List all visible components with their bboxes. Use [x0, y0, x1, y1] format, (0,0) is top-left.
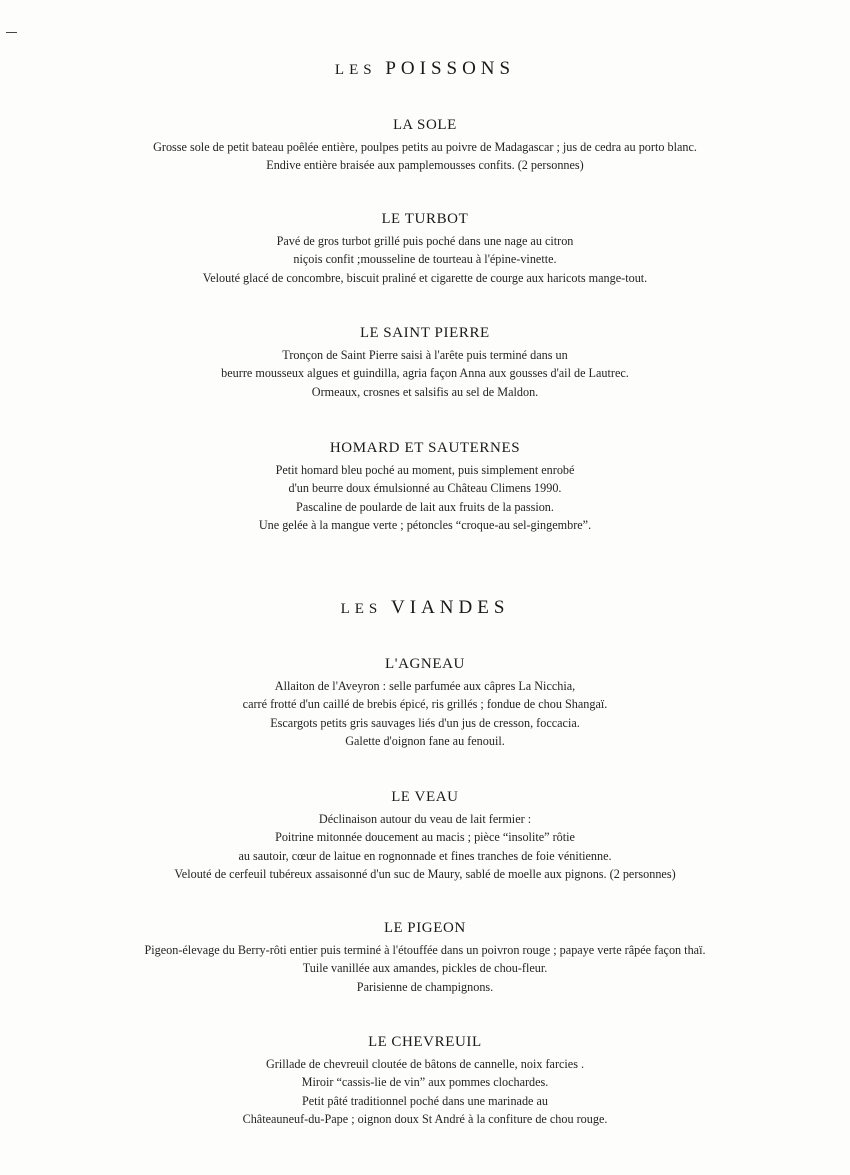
dish-saint-pierre: [0, 325, 850, 401]
dish-description-line: carré frotté d'un caillé de brebis épicé, ris grillés ; fondue de chou Shangaï.: [242, 697, 608, 712]
dish-description-line: Grillade de chevreuil cloutée de bâtons de cannelle, noix farcies .: [265, 1057, 585, 1071]
dish-title-name: HOMARD ET SAUTERNES: [329, 440, 521, 456]
section-heading-prefix: LES: [334, 62, 377, 78]
dish-description-line: Petit homard bleu poché au moment, puis simplement enrobé: [275, 463, 575, 477]
dish-title-name: TURBOT: [404, 211, 469, 227]
section-heading-title: VIANDES: [391, 597, 510, 618]
dish-title: [0, 325, 850, 342]
dish-description-line: Miroir “cassis-lie de vin” aux pommes clochardes.: [301, 1075, 549, 1090]
dish-title-name: PIGEON: [407, 920, 466, 936]
dish-description-line: Endive entière braisée aux pamplemousses confits. (2 personnes): [266, 158, 584, 173]
dish-title: [0, 1034, 850, 1051]
dish-description-line: Pascaline de poularde de lait aux fruits de la passion.: [296, 499, 554, 514]
corner-mark: [6, 32, 17, 33]
dish-title-name: SOLE: [417, 117, 457, 133]
dish-title: [0, 440, 850, 457]
dish-veau: [0, 789, 850, 883]
dish-title-article: LE: [391, 789, 415, 805]
dish-title: [0, 789, 850, 806]
section-heading-title: POISSONS: [385, 58, 516, 79]
section-heading-prefix: LES: [340, 601, 383, 617]
dish-description-line: Déclinaison autour du veau de lait fermier :: [318, 812, 532, 826]
dish-description-line: beurre mousseux algues et guindilla, agria façon Anna aux gousses d'ail de Lautrec.: [221, 366, 629, 381]
dish-description-line: Tuile vanillée aux amandes, pickles de chou-fleur.: [302, 961, 548, 976]
dish-title-name: CHEVREUIL: [391, 1034, 482, 1050]
dish-description-line: Pavé de gros turbot grillé puis poché dans une nage au citron: [276, 234, 574, 248]
dish-description-line: Grosse sole de petit bateau poêlée entière, poulpes petits au poivre de Madagascar ; jus de cedra au porto blanc.: [153, 140, 697, 154]
dish-pigeon: [0, 920, 850, 996]
dish-description-line: Allaiton de l'Aveyron : selle parfumée aux câpres La Nicchia,: [274, 679, 576, 693]
dish-title-name: SAINT PIERRE: [383, 325, 490, 341]
dish-description-line: Velouté glacé de concombre, biscuit praliné et cigarette de courge aux haricots mange-tout.: [202, 270, 648, 285]
dish-title: [0, 920, 850, 937]
dish-homard-sauternes: [0, 440, 850, 534]
dish-description-line: Escargots petits gris sauvages liés d'un jus de cresson, foccacia.: [270, 715, 580, 730]
dish-description-line: Poitrine mitonnée doucement au macis ; pièce “insolite” rôtie: [275, 830, 575, 845]
dish-title-article: LE: [368, 1034, 392, 1050]
dish-title-article: LA: [393, 117, 418, 133]
dish-title: [0, 211, 850, 228]
dish-description-line: Ormeaux, crosnes et salsifis au sel de Maldon.: [311, 384, 539, 399]
dish-agneau: [0, 656, 850, 750]
dish-title-name: VEAU: [414, 789, 459, 805]
dish-description-line: Pigeon-élevage du Berry-rôti entier puis terminé à l'étouffée dans un poivron rouge ; papaye verte râpée façon thaï.: [144, 943, 706, 957]
dish-title: [0, 117, 850, 134]
dish-sole: [0, 117, 850, 175]
section-heading-poissons: [0, 58, 850, 80]
dish-title-article: LE: [381, 211, 405, 227]
dish-title: [0, 656, 850, 673]
dish-description-line: niçois confit ;mousseline de tourteau à l'épine-vinette.: [293, 252, 557, 267]
dish-description-line: au sautoir, cœur de laitue en rognonnade et fines tranches de foie vénitienne.: [238, 848, 612, 863]
dish-description-line: Châteauneuf-du-Pape ; oignon doux St André à la confiture de chou rouge.: [242, 1111, 608, 1126]
dish-description-line: Parisienne de champignons.: [356, 979, 494, 994]
dish-description-line: Tronçon de Saint Pierre saisi à l'arête puis terminé dans un: [282, 348, 568, 362]
dish-chevreuil: [0, 1034, 850, 1128]
dish-description-line: Velouté de cerfeuil tubéreux assaisonné d'un suc de Maury, sablé de moelle aux pignons. (2 personnes): [174, 866, 676, 881]
dish-title-name: L'AGNEAU: [385, 656, 465, 672]
dish-description-line: Petit pâté traditionnel poché dans une marinade au: [301, 1093, 549, 1108]
dish-title-article: LE: [360, 325, 384, 341]
section-heading-viandes: [0, 597, 850, 619]
dish-description-line: Galette d'oignon fane au fenouil.: [345, 733, 505, 748]
dish-description-line: Une gelée à la mangue verte ; pétoncles “croque-au sel-gingembre”.: [258, 517, 592, 532]
dish-title-article: LE: [384, 920, 408, 936]
dish-description-line: d'un beurre doux émulsionné au Château Climens 1990.: [288, 481, 562, 496]
dish-turbot: [0, 211, 850, 287]
